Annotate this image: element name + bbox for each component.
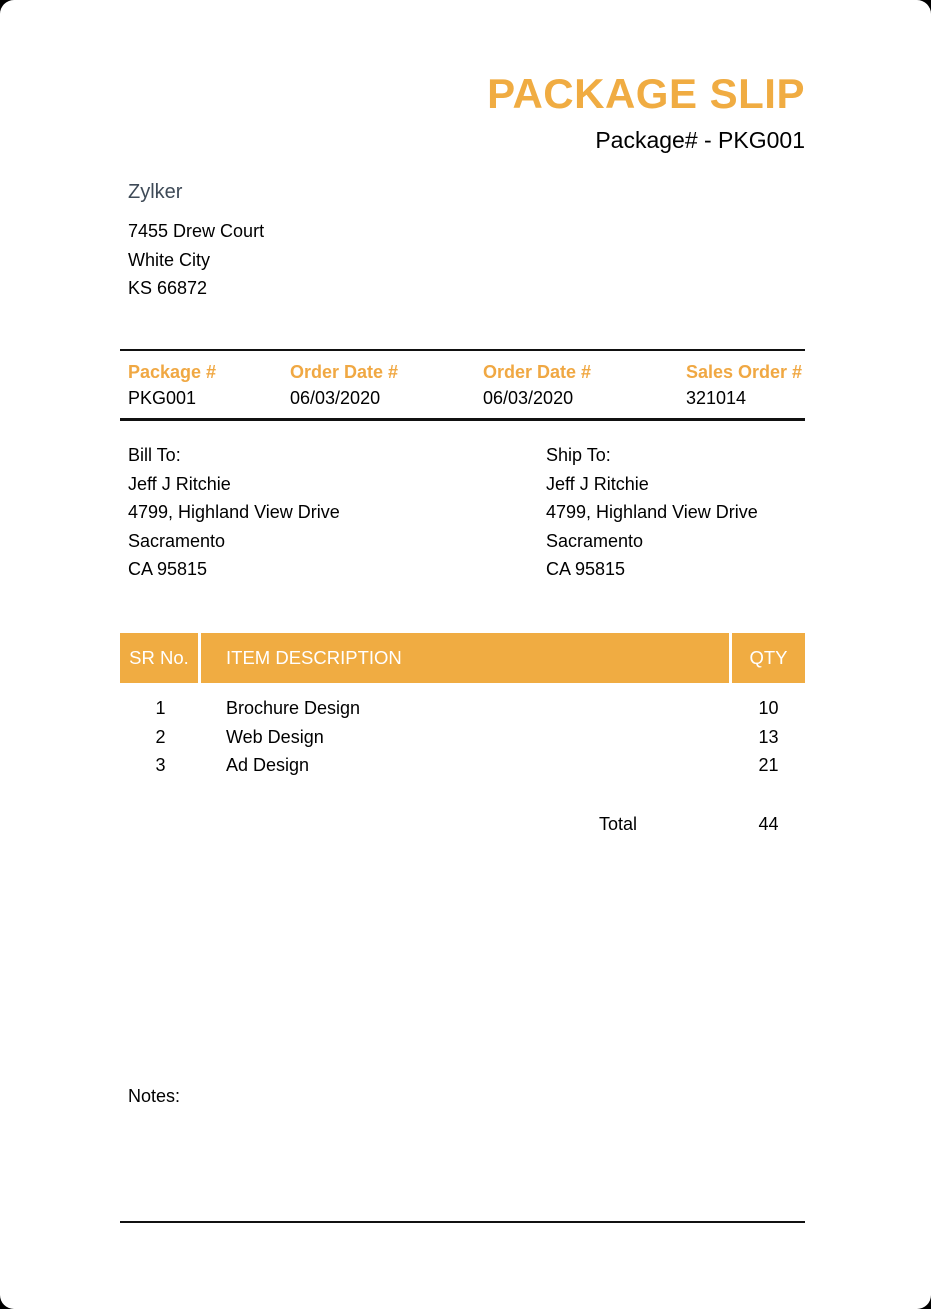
notes-label: Notes: bbox=[128, 1086, 181, 1106]
package-number: Package# - PKG001 bbox=[595, 127, 805, 154]
info-header-order-date-2: Order Date # bbox=[483, 362, 592, 382]
table-row bbox=[120, 694, 805, 723]
ship-to-line: Jeff J Ritchie bbox=[546, 473, 649, 494]
info-header-row bbox=[120, 359, 805, 385]
ship-to-line: 4799, Highland View Drive bbox=[546, 502, 758, 522]
package-info-table bbox=[120, 349, 805, 421]
item-description: Ad Design bbox=[226, 755, 310, 775]
info-value-sales-order: 321014 bbox=[686, 388, 747, 408]
items-header-description: ITEM DESCRIPTION bbox=[201, 633, 732, 683]
total-row bbox=[120, 810, 805, 839]
item-qty: 13 bbox=[758, 726, 779, 747]
total-label: Total bbox=[598, 813, 637, 834]
item-sr-no: 1 bbox=[155, 698, 166, 718]
company-block bbox=[128, 181, 264, 303]
item-sr-no: 3 bbox=[155, 755, 166, 775]
item-qty: 10 bbox=[758, 698, 779, 718]
info-value-order-date-1: 06/03/2020 bbox=[290, 388, 381, 408]
info-value-row bbox=[120, 385, 805, 411]
items-header-qty: QTY bbox=[749, 647, 788, 668]
ship-to-line: Sacramento bbox=[546, 530, 644, 551]
bill-to-line: 4799, Highland View Drive bbox=[128, 502, 340, 522]
company-address-line: KS 66872 bbox=[128, 278, 208, 298]
info-value-package: PKG001 bbox=[128, 388, 197, 408]
ship-to-label: Ship To: bbox=[546, 445, 611, 465]
info-header-package: Package # bbox=[128, 362, 217, 382]
company-name: Zylker bbox=[128, 181, 183, 203]
bill-to-line: Sacramento bbox=[128, 530, 226, 551]
info-header-sales-order: Sales Order # bbox=[686, 362, 803, 382]
items-table bbox=[120, 633, 805, 838]
bill-to-label: Bill To: bbox=[128, 445, 181, 465]
total-value: 44 bbox=[758, 813, 779, 834]
items-table-body bbox=[120, 694, 805, 780]
item-description: Web Design bbox=[226, 726, 324, 747]
item-qty: 21 bbox=[758, 755, 779, 775]
bill-to-line: Jeff J Ritchie bbox=[128, 473, 231, 494]
addresses-section bbox=[128, 441, 931, 584]
table-row bbox=[120, 751, 805, 780]
info-value-order-date-2: 06/03/2020 bbox=[483, 388, 574, 408]
items-header-sr-no: SR No. bbox=[120, 633, 201, 683]
company-address-line: 7455 Drew Court bbox=[128, 221, 265, 241]
company-address-line: White City bbox=[128, 249, 211, 270]
info-header-order-date-1: Order Date # bbox=[290, 362, 399, 382]
items-table-header bbox=[120, 633, 805, 683]
item-description: Brochure Design bbox=[226, 698, 361, 718]
ship-to-line: CA 95815 bbox=[546, 559, 626, 579]
page-title: PACKAGE SLIP bbox=[487, 70, 805, 117]
document-header bbox=[487, 72, 805, 154]
footer-divider bbox=[120, 1221, 805, 1223]
ship-to-block bbox=[546, 441, 931, 584]
item-sr-no: 2 bbox=[155, 726, 166, 747]
bill-to-block bbox=[128, 441, 546, 584]
bill-to-line: CA 95815 bbox=[128, 559, 208, 579]
table-row bbox=[120, 723, 805, 752]
